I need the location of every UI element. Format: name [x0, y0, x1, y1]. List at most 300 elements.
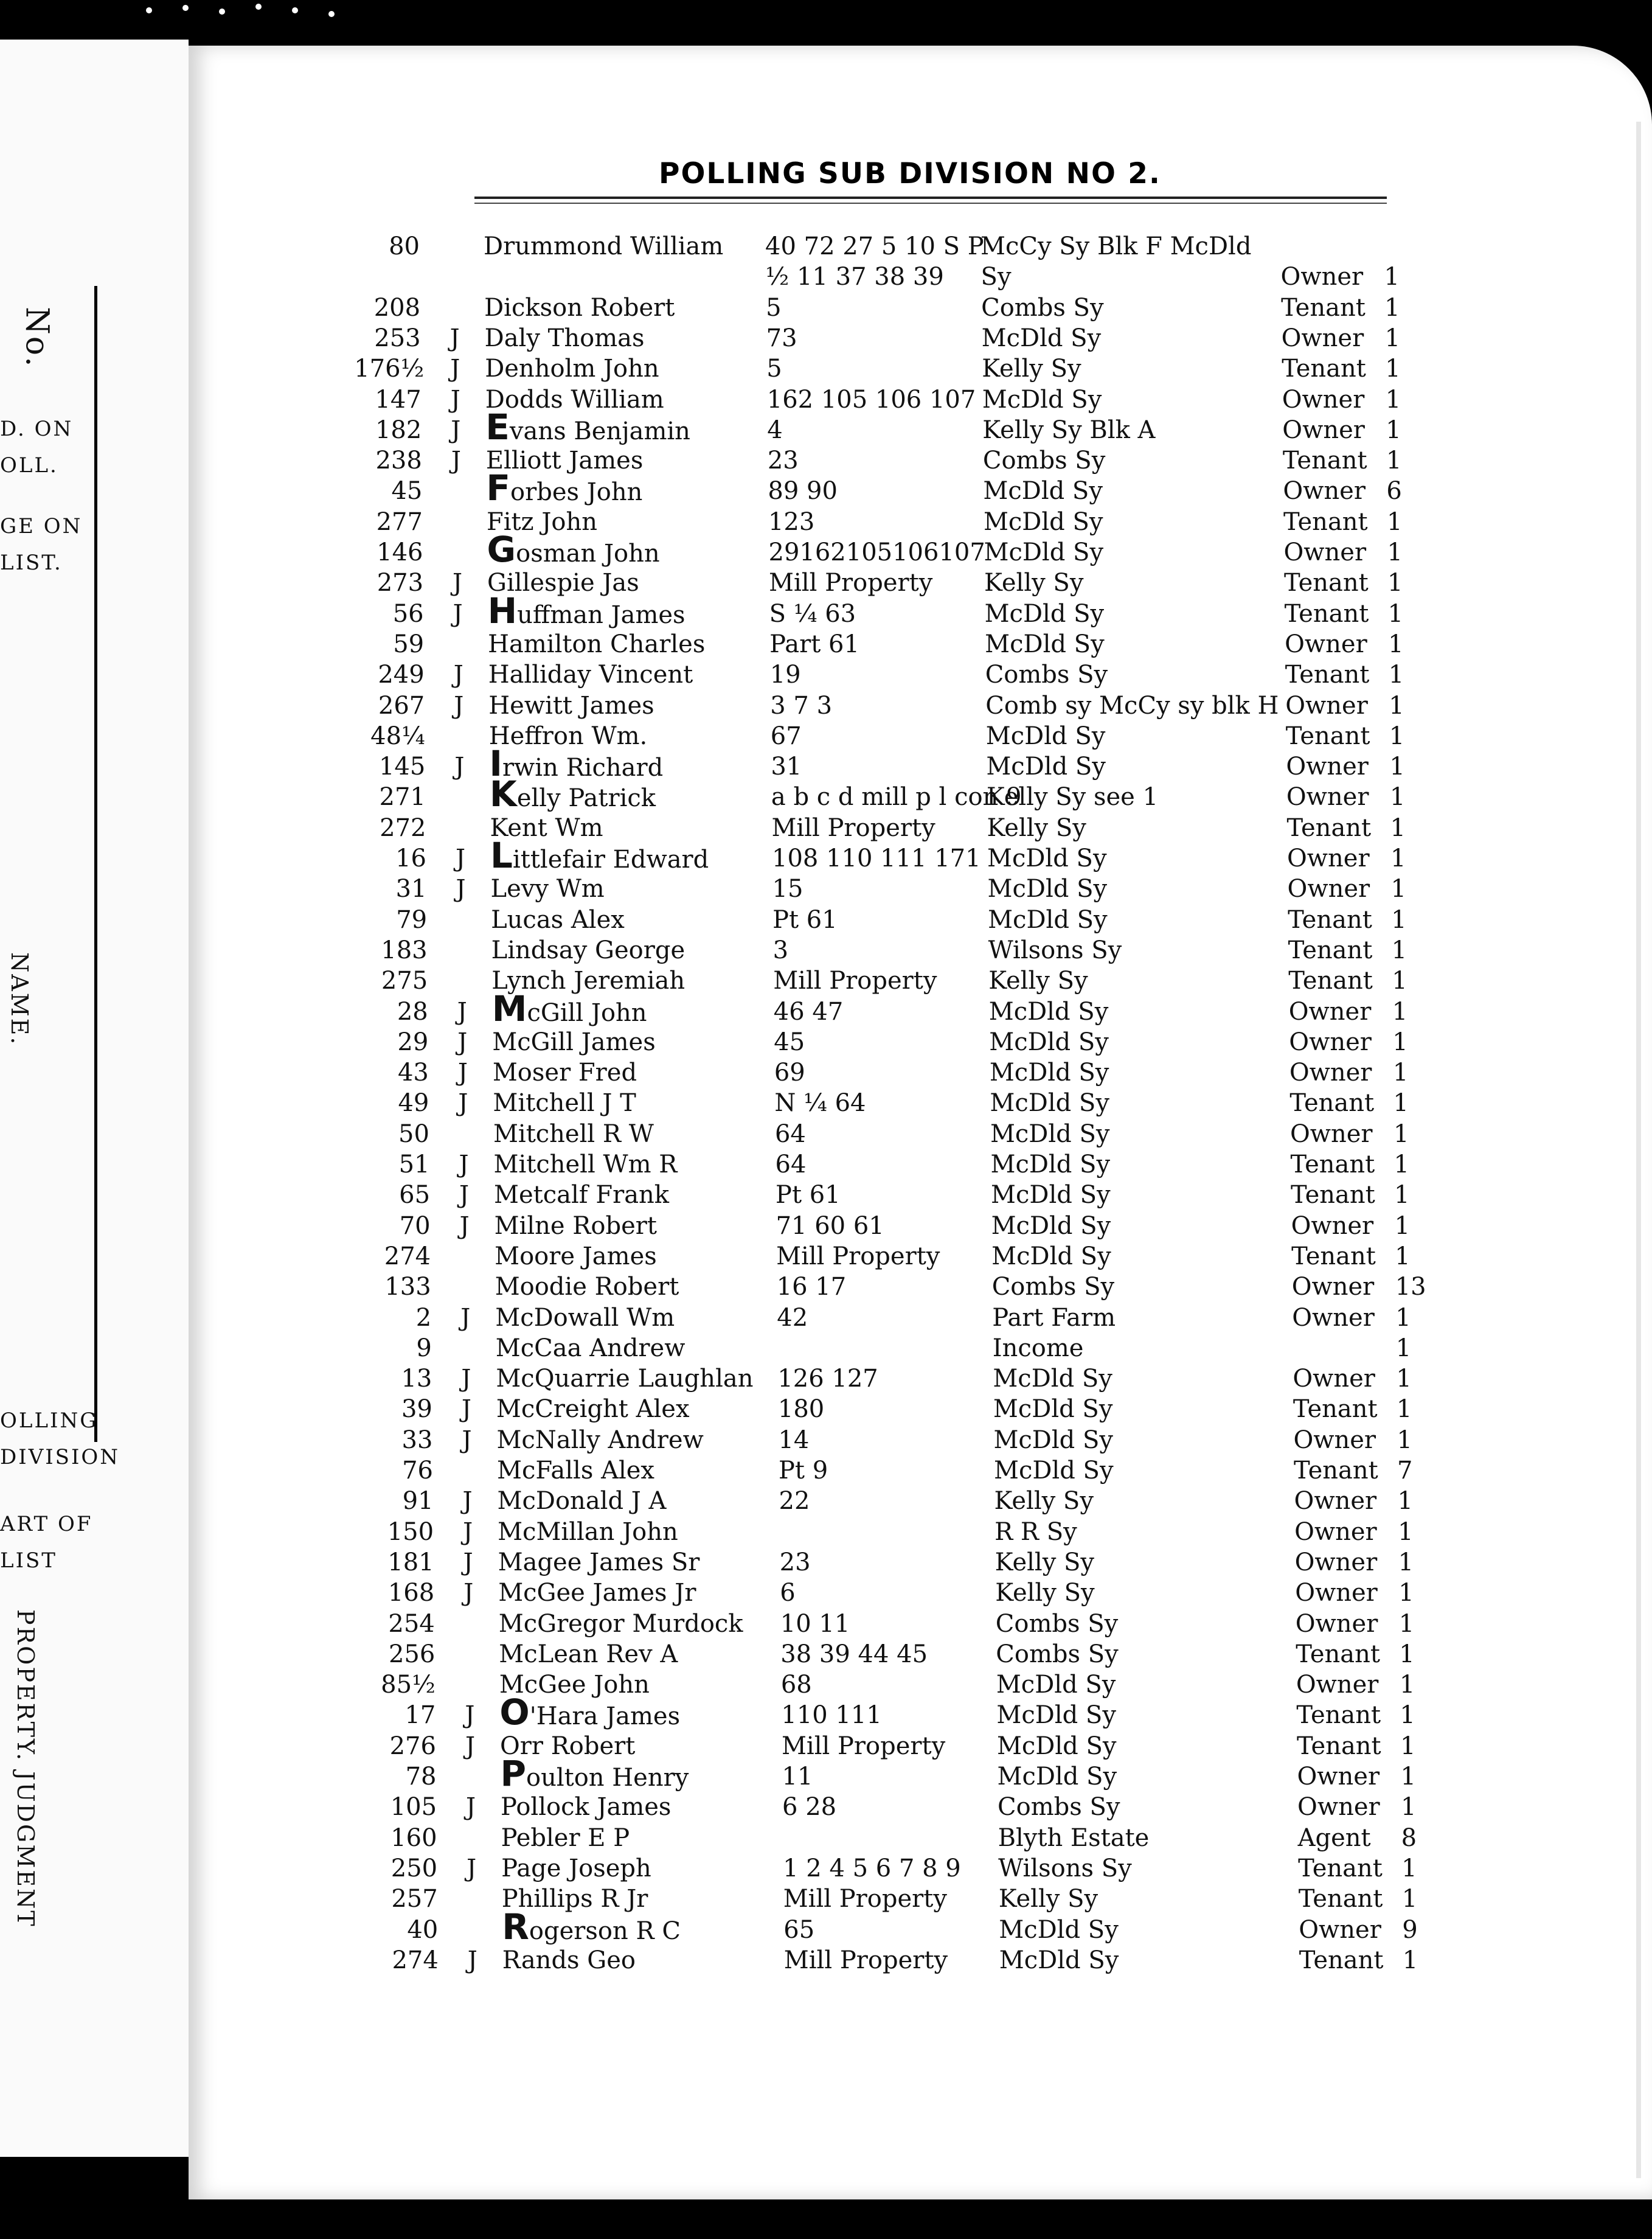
- property-location: Kelly Sy see 1: [986, 783, 1159, 812]
- juror-mark: J: [463, 1548, 473, 1576]
- vote-count: 1: [1401, 1854, 1417, 1882]
- tenure-type: Agent: [1297, 1823, 1371, 1852]
- vote-count: 1: [1395, 1334, 1412, 1362]
- vote-count: 1: [1400, 1701, 1415, 1730]
- voter-name: [485, 406, 690, 448]
- voter-name: [485, 323, 645, 353]
- property-lots: 65: [783, 1915, 815, 1944]
- property-lots: 110 111: [781, 1701, 882, 1730]
- roll-number: 59: [393, 630, 425, 658]
- table-row: [0, 1753, 1652, 1794]
- property-lots: 5: [766, 355, 782, 383]
- tenure-type: Owner: [1295, 1609, 1378, 1638]
- voter-name: [488, 629, 705, 660]
- table-row: [0, 529, 1652, 570]
- tenure-type: Owner: [1286, 783, 1369, 812]
- table-row: [0, 773, 1652, 815]
- voter-name: [498, 1486, 667, 1516]
- property-location: McCy Sy Blk F McDld: [980, 232, 1252, 260]
- juror-mark: J: [463, 1517, 473, 1546]
- voter-name-text: Page Joseph: [501, 1854, 651, 1882]
- property-location: McDld Sy: [999, 1946, 1119, 1974]
- property-location: McDld Sy: [990, 1089, 1109, 1118]
- roll-number: 2: [415, 1303, 432, 1332]
- alphabet-initial: E: [485, 406, 510, 448]
- property-location: McDld Sy: [993, 1365, 1112, 1393]
- juror-mark: J: [451, 447, 461, 475]
- roll-number: 79: [396, 905, 428, 934]
- property-lots: 40 72 27 5 10 S P: [765, 232, 984, 260]
- roll-number: 33: [401, 1426, 433, 1454]
- table-row: [0, 1792, 1652, 1822]
- alphabet-initial: M: [491, 987, 527, 1029]
- property-lots: 14: [778, 1426, 810, 1454]
- stub-part-2: LIST: [0, 1548, 57, 1573]
- voter-name-text: Mitchell J T: [493, 1089, 636, 1118]
- property-location: Income: [992, 1334, 1084, 1362]
- property-lots: 3 7 3: [770, 691, 833, 720]
- tenure-type: Owner: [1289, 1059, 1372, 1087]
- property-lots: 45: [774, 1028, 805, 1056]
- voter-name: [487, 590, 685, 632]
- voter-name: [495, 1272, 679, 1302]
- tenure-type: Tenant: [1286, 813, 1372, 842]
- roll-number: 277: [376, 507, 423, 536]
- roll-number: 50: [398, 1120, 429, 1148]
- roll-number: 70: [399, 1211, 431, 1240]
- tenure-type: Owner: [1292, 1303, 1375, 1332]
- roll-number: 276: [389, 1732, 436, 1760]
- property-lots: 19: [769, 661, 801, 689]
- tenure-type: Owner: [1297, 1793, 1380, 1822]
- roll-number: 43: [397, 1059, 429, 1087]
- voter-name-text: McCaa Andrew: [495, 1334, 685, 1362]
- roll-number: 249: [378, 661, 425, 689]
- vote-count: 1: [1400, 1732, 1416, 1760]
- voter-name-text: Heffron Wm.: [488, 722, 648, 750]
- property-location: McDld Sy: [987, 875, 1108, 904]
- vote-count: 1: [1392, 997, 1408, 1026]
- voter-name-text: elly Patrick: [516, 784, 656, 813]
- table-row: [0, 721, 1652, 751]
- property-location: Kelly Sy: [994, 1487, 1094, 1516]
- table-row: [0, 629, 1652, 660]
- voter-name: [484, 293, 675, 323]
- stub-part-1: ART OF: [0, 1512, 93, 1536]
- vote-count: 1: [1392, 967, 1407, 995]
- vote-count: 1: [1400, 1763, 1416, 1791]
- property-lots: 180: [777, 1395, 825, 1424]
- voter-name: [489, 721, 647, 751]
- table-row: [0, 1823, 1652, 1853]
- property-lots: 71 60 61: [776, 1211, 884, 1240]
- property-location: McDld Sy: [996, 1701, 1116, 1730]
- roll-number: 48¼: [370, 722, 425, 750]
- property-location: Wilsons Sy: [988, 936, 1122, 964]
- tenure-type: Owner: [1289, 1120, 1373, 1148]
- property-lots: 10 11: [780, 1609, 850, 1638]
- tenure-type: Owner: [1294, 1487, 1377, 1516]
- juror-mark: J: [457, 997, 467, 1026]
- table-row: [0, 353, 1652, 384]
- vote-count: 1: [1396, 1365, 1412, 1393]
- voter-name: [493, 1119, 654, 1149]
- vote-count: 1: [1402, 1946, 1418, 1974]
- voter-name: [497, 1455, 654, 1486]
- property-lots: 6 28: [782, 1793, 837, 1822]
- property-location: McDld Sy: [997, 1763, 1117, 1791]
- voter-name-text: ittlefair Edward: [512, 846, 709, 874]
- vote-count: 1: [1401, 1885, 1418, 1913]
- roll-number: 51: [398, 1151, 430, 1179]
- voter-name-text: Daly Thomas: [484, 324, 645, 352]
- voter-name-text: Hamilton Charles: [488, 630, 706, 658]
- property-location: Part Farm: [992, 1303, 1116, 1332]
- voter-name-text: Halliday Vincent: [488, 661, 693, 689]
- property-location: Combs Sy: [982, 447, 1106, 475]
- property-lots: 126 127: [777, 1365, 878, 1393]
- table-row: [0, 1884, 1652, 1914]
- voter-name: [496, 1394, 690, 1424]
- table-row: [0, 1149, 1652, 1180]
- tenure-type: Owner: [1294, 1548, 1378, 1576]
- vote-count: 1: [1387, 538, 1403, 566]
- vote-count: 1: [1387, 569, 1403, 597]
- tenure-type: Owner: [1283, 477, 1366, 506]
- property-lots: 108 110 111 171: [772, 844, 981, 872]
- roll-number: 272: [380, 813, 426, 842]
- property-location: McDld Sy: [986, 753, 1106, 781]
- voter-name: [498, 1517, 678, 1547]
- property-location: Combs Sy: [995, 1609, 1119, 1638]
- roll-number: 28: [397, 997, 428, 1026]
- property-lots: 89 90: [768, 477, 838, 506]
- voter-name: [498, 1547, 700, 1578]
- voter-name: [484, 231, 723, 262]
- voter-name-text: Moser Fred: [492, 1059, 637, 1087]
- voter-name: [485, 353, 659, 384]
- tenure-type: Owner: [1295, 1579, 1378, 1607]
- roll-number: 253: [374, 324, 421, 352]
- property-lots: 162 105 106 107: [766, 385, 976, 414]
- property-lots: 29162105106107: [768, 538, 985, 566]
- tenure-type: Owner: [1280, 263, 1364, 291]
- vote-count: 1: [1389, 722, 1405, 750]
- juror-mark: J: [459, 1151, 469, 1179]
- roll-number: 9: [416, 1334, 432, 1362]
- voter-name: [496, 1363, 753, 1394]
- voter-name: [493, 1088, 636, 1118]
- property-location: McDld Sy: [999, 1915, 1119, 1944]
- juror-mark: J: [467, 1854, 477, 1882]
- property-location: McDld Sy: [996, 1732, 1117, 1760]
- vote-count: 1: [1390, 875, 1406, 904]
- property-lots: Mill Property: [769, 569, 933, 597]
- juror-mark: J: [454, 691, 464, 720]
- table-row: [0, 1639, 1652, 1670]
- juror-mark: J: [467, 1946, 477, 1974]
- table-row: [0, 1057, 1652, 1088]
- property-location: Kelly Sy: [982, 355, 1081, 383]
- voter-name-text: McQuarrie Laughlan: [496, 1365, 754, 1393]
- property-location: McDld Sy: [996, 1671, 1116, 1699]
- stub-no: No.: [18, 307, 55, 369]
- property-lots: 69: [774, 1059, 805, 1087]
- stub-on-roll-2: OLL.: [0, 453, 58, 478]
- tenure-type: Tenant: [1285, 661, 1370, 689]
- roll-number: 91: [402, 1487, 434, 1516]
- tenure-type: Tenant: [1289, 1089, 1375, 1118]
- property-location: McDld Sy: [990, 1120, 1110, 1148]
- property-location: Kelly Sy: [994, 1548, 1095, 1576]
- voter-name-text: McCreight Alex: [496, 1395, 690, 1424]
- vote-count: 9: [1402, 1915, 1418, 1944]
- property-lots: 16 17: [776, 1273, 847, 1301]
- table-row: [0, 743, 1652, 785]
- table-row: [0, 1303, 1652, 1333]
- juror-mark: J: [461, 1395, 471, 1424]
- property-lots: Pt 9: [779, 1457, 828, 1485]
- tenure-type: Owner: [1285, 691, 1368, 720]
- roll-number: 85½: [381, 1671, 436, 1699]
- voter-name-text: rwin Richard: [502, 754, 664, 782]
- property-location: McDld Sy: [983, 507, 1103, 536]
- vote-count: 1: [1389, 783, 1406, 812]
- property-lots: Mill Property: [771, 813, 935, 842]
- alphabet-initial: H: [487, 590, 518, 632]
- property-location: McDld Sy: [984, 538, 1104, 566]
- table-row: [0, 1363, 1652, 1394]
- property-lots: 46 47: [773, 997, 844, 1026]
- property-location: Combs Sy: [981, 293, 1104, 322]
- property-location: McDld Sy: [985, 630, 1105, 658]
- roll-number: 274: [392, 1946, 439, 1974]
- stub-name: NAME.: [6, 952, 33, 1046]
- tenure-type: Owner: [1291, 1273, 1375, 1301]
- table-row: [0, 835, 1652, 876]
- roll-number: 145: [378, 753, 426, 781]
- voter-name-text: vans Benjamin: [509, 417, 690, 445]
- voter-name: [489, 773, 656, 815]
- roll-number: 274: [384, 1242, 431, 1270]
- vote-count: 1: [1397, 1487, 1413, 1516]
- property-lots: 73: [766, 324, 797, 352]
- voter-name-text: McLean Rev A: [499, 1640, 678, 1668]
- stub-on-list-2: LIST.: [0, 551, 63, 575]
- tenure-type: Tenant: [1299, 1946, 1384, 1974]
- juror-mark: J: [460, 1303, 471, 1332]
- roll-number: 78: [405, 1763, 437, 1791]
- table-row: [0, 1455, 1652, 1486]
- table-row: [0, 1945, 1652, 1976]
- voter-name-text: Pollock James: [501, 1793, 672, 1822]
- voter-name-text: Mitchell Wm R: [493, 1151, 678, 1179]
- vote-count: 1: [1393, 1089, 1409, 1118]
- voter-name-text: Rands Geo: [502, 1946, 636, 1974]
- roll-number: 176½: [354, 355, 425, 383]
- property-lots: Mill Property: [781, 1732, 946, 1760]
- tenure-type: Tenant: [1291, 1181, 1375, 1210]
- voter-name-text: Denholm John: [485, 355, 659, 383]
- property-location: Combs Sy: [998, 1793, 1120, 1822]
- juror-mark: J: [466, 1793, 476, 1822]
- roll-number: 150: [387, 1517, 434, 1546]
- voter-name: [500, 1753, 689, 1794]
- alphabet-initial: L: [490, 835, 513, 876]
- vote-count: 1: [1401, 1793, 1417, 1822]
- property-lots: ½ 11 37 38 39: [765, 263, 944, 291]
- roll-number: 146: [377, 538, 423, 566]
- tenure-type: Tenant: [1293, 1395, 1378, 1424]
- vote-count: 6: [1386, 477, 1402, 506]
- voter-name-text: McGee James Jr: [498, 1579, 696, 1607]
- voter-name-text: Drummond William: [484, 232, 724, 260]
- tenure-type: Owner: [1286, 753, 1369, 781]
- property-location: Comb sy McCy sy blk H: [985, 691, 1279, 720]
- voter-name: [494, 1149, 678, 1180]
- alphabet-initial: F: [486, 467, 511, 509]
- voter-name-text: Lucas Alex: [491, 905, 625, 934]
- property-lots: S ¼ 63: [769, 599, 856, 628]
- table-row: [0, 935, 1652, 966]
- voter-name: [496, 1425, 703, 1455]
- property-lots: 3: [772, 936, 789, 964]
- juror-mark: J: [461, 1365, 471, 1393]
- table-row: [0, 1486, 1652, 1516]
- roll-number: 271: [379, 783, 426, 812]
- property-lots: 23: [767, 447, 799, 475]
- roll-number: 182: [375, 416, 422, 444]
- vote-count: 1: [1390, 813, 1406, 842]
- voter-name-text: uffman James: [517, 601, 685, 629]
- property-lots: 22: [779, 1487, 810, 1516]
- tenure-type: Tenant: [1291, 1242, 1376, 1270]
- table-row: [0, 1547, 1652, 1578]
- voter-name: [488, 660, 693, 690]
- juror-mark: J: [457, 1028, 468, 1056]
- voter-name-text: 'Hara James: [529, 1702, 681, 1731]
- table-row: [0, 1272, 1652, 1302]
- tenure-type: Tenant: [1288, 905, 1372, 934]
- property-location: McDld Sy: [991, 1242, 1111, 1270]
- tenure-type: Owner: [1291, 1211, 1374, 1240]
- juror-mark: J: [458, 1089, 468, 1118]
- property-lots: 15: [772, 875, 803, 904]
- juror-mark: J: [462, 1487, 473, 1516]
- voter-name: [485, 385, 664, 415]
- property-location: McDld Sy: [987, 844, 1107, 872]
- table-row: [0, 1394, 1652, 1424]
- tenure-type: Tenant: [1296, 1640, 1380, 1668]
- voter-name: [496, 1333, 685, 1363]
- vote-count: 1: [1387, 599, 1404, 628]
- property-location: McDld Sy: [993, 1426, 1113, 1454]
- property-location: Combs Sy: [985, 661, 1108, 689]
- roll-number: 76: [402, 1457, 433, 1485]
- property-location: McDld Sy: [989, 1059, 1109, 1087]
- stub-polling-1: OLLING: [0, 1409, 99, 1433]
- voter-name-text: McFalls Alex: [497, 1457, 654, 1485]
- property-lots: Mill Property: [783, 1885, 947, 1913]
- property-lots: Mill Property: [783, 1946, 948, 1974]
- tenure-type: Tenant: [1294, 1457, 1378, 1485]
- table-row: [0, 385, 1652, 415]
- table-row: [0, 1609, 1652, 1639]
- table-row: [0, 1691, 1652, 1733]
- vote-count: 1: [1385, 355, 1401, 383]
- table-row: [0, 293, 1652, 323]
- voter-name-text: Mitchell R W: [493, 1120, 654, 1148]
- table-row: [0, 1027, 1652, 1057]
- voter-name: [502, 1906, 681, 1948]
- juror-mark: J: [459, 1211, 470, 1240]
- roll-number: 147: [375, 385, 422, 414]
- alphabet-initial: K: [489, 773, 517, 815]
- alphabet-initial: P: [500, 1753, 527, 1794]
- tenure-type: Tenant: [1281, 293, 1366, 322]
- tenure-type: Owner: [1287, 875, 1370, 904]
- vote-count: 1: [1398, 1609, 1415, 1638]
- voter-name: [493, 1057, 637, 1088]
- voter-name-text: Moodie Robert: [495, 1273, 679, 1301]
- voter-name: [501, 1823, 630, 1853]
- roll-number: 250: [390, 1854, 438, 1882]
- juror-mark: J: [451, 416, 461, 444]
- voter-name-text: Elliott James: [485, 447, 644, 475]
- property-location: McDld Sy: [983, 477, 1103, 506]
- roll-number: 56: [392, 599, 424, 628]
- property-lots: 42: [777, 1303, 808, 1332]
- property-lots: 5: [766, 293, 782, 322]
- tenure-type: Tenant: [1282, 355, 1366, 383]
- tenure-type: Tenant: [1298, 1854, 1383, 1882]
- stub-on-list-1: GE ON: [0, 514, 83, 538]
- tenure-type: Owner: [1299, 1915, 1381, 1944]
- voter-name-text: Fitz John: [486, 507, 597, 536]
- juror-mark: J: [453, 599, 463, 628]
- property-lots: a b c d mill p l con 9: [771, 783, 1022, 812]
- tenure-type: Tenant: [1285, 722, 1370, 750]
- vote-count: 1: [1399, 1640, 1415, 1668]
- property-location: McDld Sy: [989, 1028, 1109, 1056]
- juror-mark: J: [465, 1701, 475, 1730]
- roll-number: 13: [401, 1365, 432, 1393]
- vote-count: 1: [1393, 1120, 1409, 1148]
- table-row: [0, 445, 1652, 476]
- voter-name-text: Phillips R Jr: [501, 1885, 648, 1913]
- table-row: [0, 1906, 1652, 1948]
- property-lots: 67: [770, 722, 802, 750]
- roll-number: 40: [407, 1915, 439, 1944]
- voter-name: [495, 1303, 675, 1333]
- table-row: [0, 966, 1652, 996]
- voter-name-text: Metcalf Frank: [494, 1181, 670, 1210]
- voter-name: [492, 1027, 655, 1057]
- voter-name-text: McMillan John: [498, 1517, 678, 1546]
- title-rule-thick: [474, 197, 1387, 199]
- voter-name-text: Levy Wm: [490, 875, 605, 904]
- table-row: [0, 905, 1652, 935]
- roll-number: 49: [398, 1089, 429, 1118]
- table-row: [0, 1333, 1652, 1363]
- voter-name-text: Pebler E P: [501, 1823, 630, 1852]
- juror-mark: J: [459, 1181, 470, 1210]
- juror-mark: J: [457, 1059, 468, 1087]
- table-row: [0, 1670, 1652, 1700]
- voter-name: [491, 987, 647, 1029]
- roll-number: 29: [397, 1028, 429, 1056]
- table-row: [0, 691, 1652, 721]
